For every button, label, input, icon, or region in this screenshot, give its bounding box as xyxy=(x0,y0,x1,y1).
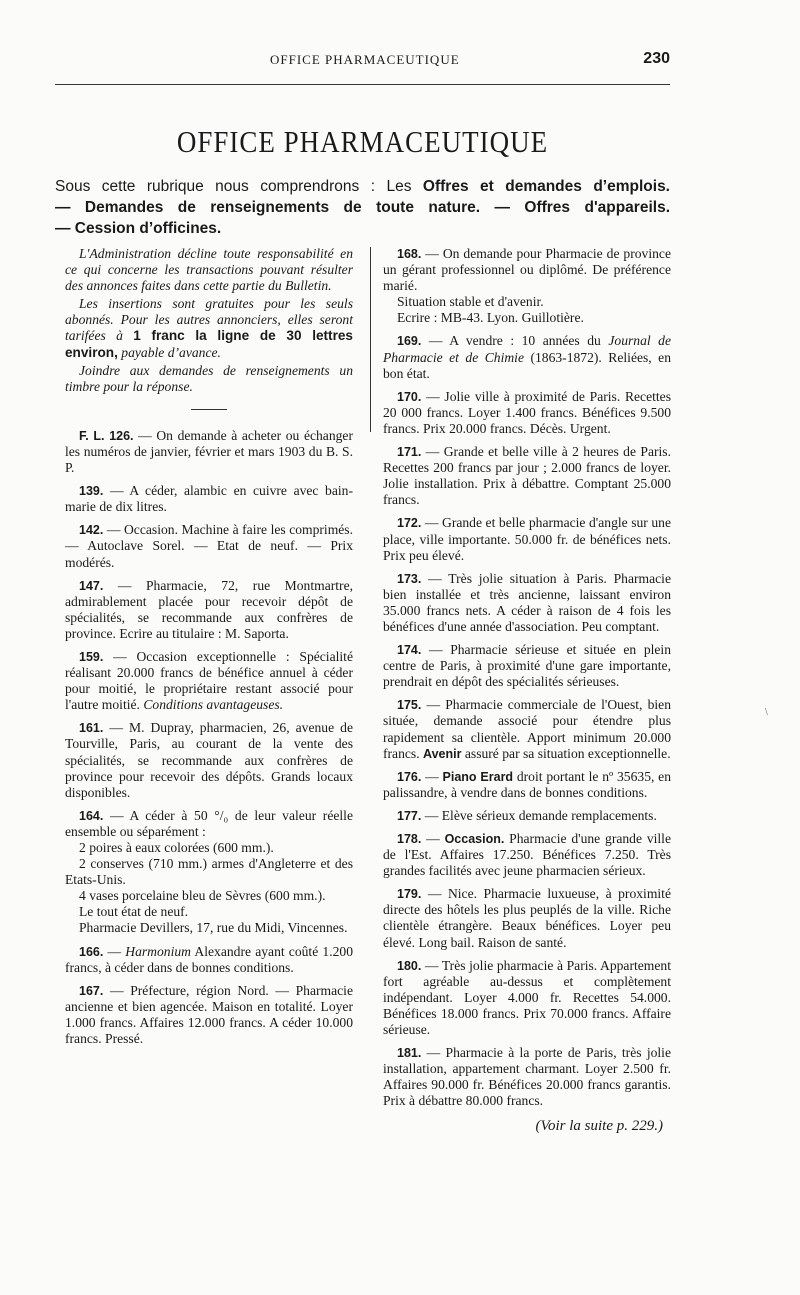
listing-text xyxy=(383,697,671,761)
listing-text-pre: — xyxy=(103,943,126,959)
listing-number: 166. xyxy=(79,944,104,959)
listing-entry xyxy=(65,649,353,713)
listing-body: — On demande à acheter ou échanger les numéros de janvier, février et mars 1903 du B. S. P. xyxy=(65,427,353,476)
listing-body: — M. Dupray, pharmacien, 26, avenue de Tourville, Paris, au courant de la vente des spécialités, se recommande aux confrères de province pour recevoir des dépôts. Grands locaux disponibles. xyxy=(65,720,353,800)
listing-text xyxy=(383,333,671,381)
listing-entry xyxy=(383,697,671,761)
listing-number: 159. xyxy=(79,649,104,664)
header-rule xyxy=(55,84,670,85)
listing-tail-bold: Avenir xyxy=(423,746,462,761)
listing-text xyxy=(65,578,353,642)
listing-body: — On demande pour Pharmacie de province un gérant professionnel ou diplômé. De préférence marié. xyxy=(383,246,671,294)
notice-price: 1 franc la ligne de 30 lettres environ, xyxy=(65,328,353,360)
listing-line: 4 vases porcelaine bleu de Sèvres (600 mm.). xyxy=(79,888,326,904)
listing-text xyxy=(65,428,353,476)
listing-text xyxy=(65,983,353,1047)
listing-entry xyxy=(65,720,353,800)
listing-number: 171. xyxy=(397,445,422,460)
listing-number: 139. xyxy=(79,484,104,499)
section-title: OFFICE PHARMACEUTIQUE xyxy=(176,125,549,159)
listing-number: 181. xyxy=(397,1046,422,1061)
notice-paragraph-1: L'Administration décline toute responsabilité en ce qui concerne les transactions pouvant résulter des annonces faites dans cette partie du Bulletin. xyxy=(65,246,353,294)
listing-line: 2 poires à eaux colorées (600 mm.). xyxy=(79,840,274,855)
listing-text xyxy=(65,944,353,976)
listing-text-italic: Harmonium xyxy=(125,943,191,959)
listing-number: 178. xyxy=(397,832,422,846)
listing-body: Alexandre ayant coûté 1.200 francs, à céder dans de bonnes conditions. xyxy=(65,943,353,975)
running-title: OFFICE PHARMACEUTIQUE xyxy=(270,52,460,67)
listing-line: Situation stable et d'avenir. xyxy=(397,294,544,310)
listing-body: — Nice. Pharmacie luxueuse, à proximité directe des hôtels les plus peuplés de la ville. Riche clientèle étrangère. Beaux bénéfices. Loyer peu élevé. Long bail. Raison de santé. xyxy=(383,886,671,950)
listing-text xyxy=(383,389,671,437)
right-entry-list xyxy=(383,246,671,1110)
listing-text xyxy=(65,649,353,713)
listing-text-bold: Piano Erard xyxy=(442,769,514,784)
notice-paragraph-2 xyxy=(65,296,353,360)
listing-body: — Occasion. Machine à faire les comprimés. — Autoclave Sorel. — Etat de neuf. — Prix modérés. xyxy=(65,522,353,570)
listing-entry xyxy=(383,333,671,381)
listing-conditions: Conditions avantageuses. xyxy=(143,697,284,713)
listing-text xyxy=(383,808,671,824)
listing-entry xyxy=(65,578,353,642)
notice xyxy=(65,246,353,395)
listing-text xyxy=(65,483,353,515)
left-column xyxy=(65,246,353,1054)
listing-entry xyxy=(65,483,353,515)
listing-number: 147. xyxy=(79,578,104,593)
listing-entry xyxy=(65,522,353,570)
column-divider xyxy=(370,247,371,432)
listing-text-pre: — xyxy=(421,831,445,846)
listing-entry xyxy=(383,1045,671,1109)
listing-entry xyxy=(383,886,671,950)
listing-number: 172. xyxy=(397,516,422,531)
listing-body: Pharmacie d'une grande ville de l'Est. Affaires 17.250. Bénéfices 7.250. Très grandes facilités avec jeune pharmacien sérieux. xyxy=(383,831,671,879)
listing-entry xyxy=(383,444,671,508)
listing-number: 174. xyxy=(397,643,422,658)
listing-tail: assuré par sa situation exceptionnelle. xyxy=(461,745,671,761)
listing-text xyxy=(383,886,671,950)
listing-body: — Grande et belle ville à 2 heures de Paris. Recettes 200 francs par jour ; 2.000 francs de loyer. Jolie installation. Prix à débattre. Comptant 25.000 francs. xyxy=(383,444,671,508)
listing-text xyxy=(65,522,353,570)
listing-body: — Grande et belle pharmacie d'angle sur une place, ville importante. 50.000 fr. de bénéfices nets. Prix peu élevé. xyxy=(383,515,671,563)
listing-body: — Pharmacie, 72, rue Montmartre, admirablement placée pour recevoir dépôt de spécialités, se recommande aux confrères de province. Ecrire au titulaire : M. Saporta. xyxy=(65,577,353,641)
continued-note: (Voir la suite p. 229.) xyxy=(535,1117,663,1134)
intro-line-1 xyxy=(55,176,670,197)
separator-rule xyxy=(191,409,227,410)
notice-paragraph-3: Joindre aux demandes de renseignements un timbre pour la réponse. xyxy=(65,362,353,394)
left-entry-list xyxy=(65,428,353,1047)
listing-entry xyxy=(65,983,353,1047)
listing-text xyxy=(65,720,353,800)
listing-text xyxy=(383,642,671,690)
listing-text xyxy=(383,769,671,801)
listing-number: 142. xyxy=(79,523,104,538)
listing-body: — Pharmacie commerciale de l'Ouest, bien située, demande associé pour étendre plus rapidement sa clientèle. Apport minimum 20.000 francs. xyxy=(383,697,671,761)
listing-text xyxy=(65,808,353,840)
notice-paragraph-2-b: payable d’avance. xyxy=(117,344,221,360)
listing-number: 164. xyxy=(79,808,104,823)
listing-entry xyxy=(383,831,671,879)
right-column xyxy=(383,246,671,1134)
listing-number: 161. xyxy=(79,721,104,736)
listing-body: — Très jolie situation à Paris. Pharmacie bien installée et très ancienne, laissant environ 35.000 francs nets. A céder à raison de 4 fois les bénéfices d'une année d'association. Peu comptant. xyxy=(383,570,671,634)
margin-mark: \ xyxy=(765,707,768,718)
listing-line: Le tout état de neuf. xyxy=(79,904,189,920)
page-number: 230 xyxy=(643,50,670,67)
listing-body: — Occasion exceptionnelle : Spécialité réalisant 20.000 francs de bénéfice annuel à céder pour moitié, le propriétaire restant associé pour l'autre moitié. xyxy=(65,648,353,713)
intro-line-1-plain: Sous cette rubrique nous comprendrons : Les xyxy=(55,178,423,195)
listing-number: 173. xyxy=(397,571,422,586)
listing-number: 177. xyxy=(397,808,422,823)
listing-body: — Pharmacie sérieuse et située en plein centre de Paris, à proximité d'une gare importante, prendrait en dépôt des spécialités sérieuses. xyxy=(383,642,671,690)
listing-number: 169. xyxy=(397,334,422,349)
listing-text-pre: — A vendre : 10 années du xyxy=(421,333,609,349)
listing-text xyxy=(383,1045,671,1109)
intro-line-1-bold: Offres et demandes d’emplois. xyxy=(422,178,670,195)
listing-text-bold: Occasion. xyxy=(444,832,505,846)
section-intro xyxy=(55,176,670,239)
listing-body: — A céder, alambic en cuivre avec bain-marie de dix litres. xyxy=(65,483,353,515)
listing-body: (1863-1872). Reliées, en bon état. xyxy=(383,349,672,381)
listing-body: — Elève sérieux demande remplacements. xyxy=(421,807,657,823)
listing-entry xyxy=(383,389,671,437)
intro-line-2: — Demandes de renseignements de toute nature. — Offres d'appareils. xyxy=(55,199,670,216)
notice-paragraph-2-a: Les insertions sont gratuites pour les seuls abonnés. Pour les autres annonciers, elles seront tarifées à xyxy=(65,296,353,344)
listing-entry xyxy=(65,808,353,937)
listing-body: — A céder à 50 °/₀ de leur valeur réelle ensemble ou séparément : xyxy=(65,807,353,839)
listing-entry xyxy=(383,958,671,1038)
listing-body: — Pharmacie à la porte de Paris, très jolie installation, appartement charmant. Loyer 2.500 fr. Affaires 90.000 fr. Bénéfices 20.000 francs garantis. Prix à débattre 80.000 francs. xyxy=(383,1045,671,1109)
listing-text xyxy=(383,515,671,563)
listing-entry xyxy=(383,571,671,635)
listing-entry xyxy=(383,246,671,326)
listing-text xyxy=(383,831,671,879)
listing-number: 176. xyxy=(397,769,422,784)
listing-entry xyxy=(65,944,353,976)
listing-text-pre: — xyxy=(421,768,443,784)
listing-text xyxy=(383,246,671,294)
listing-number: 179. xyxy=(397,887,422,902)
listing-number: 167. xyxy=(79,983,104,998)
listing-line: 2 conserves (710 mm.) armes d'Angleterre et des Etats-Unis. xyxy=(65,856,353,888)
listing-body: droit portant le nº 35635, en palissandre, à vendre dans de bonnes conditions. xyxy=(383,768,672,800)
listing-body: — Très jolie pharmacie à Paris. Appartement fort agréable au-dessus et complètement indépendant. Loyer 4.000 fr. Recettes 54.000. Bénéfices 18.000 francs. Prix 70.000 francs. Affaire sérieuse. xyxy=(383,957,671,1038)
listing-line: Ecrire : MB-43. Lyon. Guillotière. xyxy=(397,310,584,326)
listing-entry xyxy=(383,808,671,824)
listing-text xyxy=(383,571,671,635)
listing-number: F. L. 126. xyxy=(79,428,134,443)
running-head xyxy=(55,50,670,72)
listing-entry xyxy=(383,515,671,563)
listing-number: 175. xyxy=(397,698,422,713)
listing-text-italic: Journal de Pharmacie et de Chimie xyxy=(383,333,671,365)
listing-body: — Jolie ville à proximité de Paris. Recettes 20 000 francs. Loyer 1.400 francs. Bénéfices 9.500 francs. Prix 20.000 francs. Décès. Urgent. xyxy=(383,388,671,436)
listing-text xyxy=(383,958,671,1038)
listing-entry xyxy=(383,642,671,690)
listing-entry xyxy=(65,428,353,476)
listing-entry xyxy=(383,769,671,801)
intro-line-3: — Cession d’officines. xyxy=(55,220,222,237)
listing-body: — Préfecture, région Nord. — Pharmacie ancienne et bien agencée. Maison en totalité. Loyer 1.000 francs. Affaires 12.000 francs. A céder 10.000 francs. Pressé. xyxy=(65,982,353,1047)
listing-line: Pharmacie Devillers, 17, rue du Midi, Vincennes. xyxy=(79,920,348,936)
listing-number: 170. xyxy=(397,389,422,404)
listing-number: 168. xyxy=(397,247,422,261)
listing-number: 180. xyxy=(397,958,422,973)
listing-text xyxy=(383,444,671,508)
